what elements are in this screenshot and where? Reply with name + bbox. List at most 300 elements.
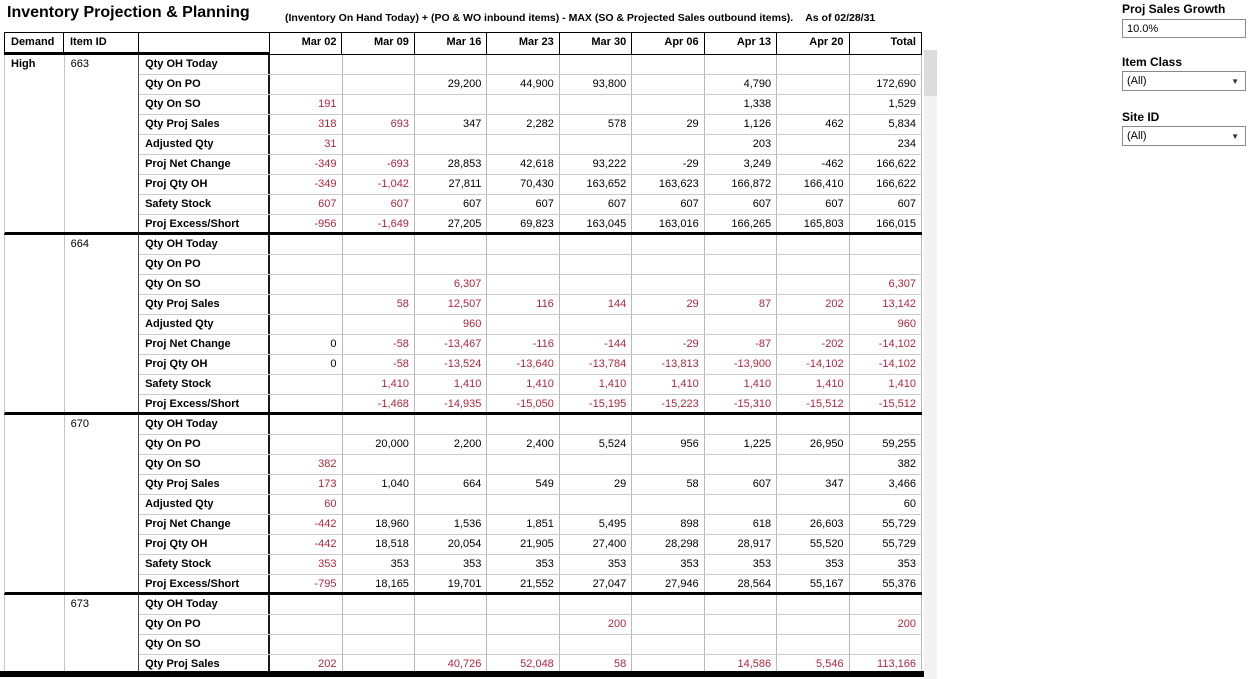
value-cell[interactable]: 59,255 [850,435,922,454]
value-cell[interactable]: 898 [632,515,704,534]
value-cell[interactable]: -13,467 [415,335,487,354]
value-cell[interactable]: 144 [560,295,632,314]
value-cell[interactable] [777,135,849,154]
value-cell[interactable]: 21,552 [487,575,559,594]
value-cell[interactable] [415,615,487,634]
value-cell[interactable] [632,135,704,154]
row-label[interactable]: Qty OH Today [139,235,270,254]
value-cell[interactable] [487,635,559,654]
value-cell[interactable]: 42,618 [487,155,559,174]
value-cell[interactable]: 29 [632,295,704,314]
value-cell[interactable]: 166,015 [850,215,922,234]
value-cell[interactable]: -202 [777,335,849,354]
value-cell[interactable]: -15,512 [850,395,922,414]
value-cell[interactable]: -15,195 [560,395,632,414]
value-cell[interactable] [415,415,487,434]
header-col-apr-13[interactable]: Apr 13 [705,32,777,55]
value-cell[interactable] [632,95,704,114]
value-cell[interactable]: 172,690 [850,75,922,94]
value-cell[interactable]: -58 [343,335,415,354]
value-cell[interactable] [343,495,415,514]
value-cell[interactable]: 55,167 [777,575,849,594]
row-label[interactable]: Qty On SO [139,635,270,654]
row-label[interactable]: Qty Proj Sales [139,115,270,134]
value-cell[interactable] [415,595,487,614]
value-cell[interactable] [560,275,632,294]
row-label[interactable]: Qty On SO [139,455,270,474]
header-item-id[interactable]: Item ID [64,32,139,55]
value-cell[interactable]: 607 [705,475,777,494]
value-cell[interactable]: -13,640 [487,355,559,374]
value-cell[interactable]: -116 [487,335,559,354]
value-cell[interactable] [705,455,777,474]
value-cell[interactable] [270,415,342,434]
value-cell[interactable] [705,635,777,654]
value-cell[interactable]: 27,811 [415,175,487,194]
value-cell[interactable] [777,235,849,254]
header-col-mar-02[interactable]: Mar 02 [270,32,342,55]
value-cell[interactable]: 960 [415,315,487,334]
value-cell[interactable] [343,75,415,94]
value-cell[interactable]: 55,729 [850,535,922,554]
row-label[interactable]: Proj Net Change [139,335,270,354]
value-cell[interactable]: 5,546 [777,655,849,674]
value-cell[interactable]: 203 [705,135,777,154]
value-cell[interactable]: 69,823 [487,215,559,234]
value-cell[interactable]: 1,410 [415,375,487,394]
value-cell[interactable] [777,595,849,614]
value-cell[interactable]: 4,790 [705,75,777,94]
proj-sales-growth-input[interactable] [1122,19,1246,38]
value-cell[interactable]: 20,000 [343,435,415,454]
demand-cell[interactable] [5,235,65,412]
item-id-cell[interactable]: 664 [65,235,139,412]
value-cell[interactable]: 353 [560,555,632,574]
value-cell[interactable] [487,95,559,114]
value-cell[interactable] [270,635,342,654]
value-cell[interactable]: -14,102 [850,355,922,374]
value-cell[interactable] [632,235,704,254]
value-cell[interactable]: 55,376 [850,575,922,594]
row-label[interactable]: Qty OH Today [139,595,270,614]
value-cell[interactable] [705,415,777,434]
row-label[interactable]: Qty OH Today [139,55,270,74]
value-cell[interactable] [487,415,559,434]
value-cell[interactable]: 1,851 [487,515,559,534]
header-metric-blank[interactable] [139,32,270,55]
value-cell[interactable]: 166,622 [850,175,922,194]
value-cell[interactable]: -14,102 [777,355,849,374]
value-cell[interactable] [487,455,559,474]
value-cell[interactable]: 93,222 [560,155,632,174]
value-cell[interactable]: 618 [705,515,777,534]
value-cell[interactable] [270,75,342,94]
value-cell[interactable]: 18,165 [343,575,415,594]
value-cell[interactable]: 58 [560,655,632,674]
value-cell[interactable] [560,135,632,154]
value-cell[interactable]: 607 [487,195,559,214]
row-label[interactable]: Qty On PO [139,75,270,94]
value-cell[interactable]: -462 [777,155,849,174]
value-cell[interactable]: 1,410 [560,375,632,394]
value-cell[interactable]: 163,016 [632,215,704,234]
demand-cell[interactable] [5,595,65,675]
value-cell[interactable] [850,415,922,434]
value-cell[interactable] [415,55,487,74]
value-cell[interactable] [705,615,777,634]
value-cell[interactable] [487,315,559,334]
value-cell[interactable] [632,55,704,74]
value-cell[interactable] [415,135,487,154]
row-label[interactable]: Qty On PO [139,435,270,454]
header-col-mar-30[interactable]: Mar 30 [560,32,632,55]
value-cell[interactable]: 93,800 [560,75,632,94]
value-cell[interactable] [632,615,704,634]
value-cell[interactable] [560,595,632,614]
value-cell[interactable] [777,275,849,294]
value-cell[interactable]: -15,223 [632,395,704,414]
header-col-mar-09[interactable]: Mar 09 [342,32,414,55]
value-cell[interactable]: -1,649 [343,215,415,234]
value-cell[interactable] [632,595,704,614]
value-cell[interactable] [343,135,415,154]
value-cell[interactable]: 52,048 [487,655,559,674]
value-cell[interactable]: -956 [270,215,342,234]
value-cell[interactable] [560,315,632,334]
header-col-apr-20[interactable]: Apr 20 [777,32,849,55]
value-cell[interactable]: 29 [632,115,704,134]
value-cell[interactable]: 163,045 [560,215,632,234]
value-cell[interactable]: 87 [705,295,777,314]
value-cell[interactable] [777,315,849,334]
value-cell[interactable] [270,275,342,294]
value-cell[interactable] [777,455,849,474]
value-cell[interactable]: 382 [850,455,922,474]
value-cell[interactable] [632,495,704,514]
row-label[interactable]: Qty On SO [139,275,270,294]
row-label[interactable]: Adjusted Qty [139,495,270,514]
value-cell[interactable]: 60 [850,495,922,514]
value-cell[interactable]: 202 [777,295,849,314]
value-cell[interactable]: 382 [270,455,342,474]
value-cell[interactable]: 40,726 [415,655,487,674]
value-cell[interactable] [343,275,415,294]
value-cell[interactable] [487,255,559,274]
value-cell[interactable]: 29,200 [415,75,487,94]
value-cell[interactable]: 163,652 [560,175,632,194]
value-cell[interactable] [415,95,487,114]
value-cell[interactable]: -1,042 [343,175,415,194]
value-cell[interactable]: -13,524 [415,355,487,374]
value-cell[interactable]: 6,307 [850,275,922,294]
value-cell[interactable] [343,635,415,654]
value-cell[interactable] [777,415,849,434]
header-col-apr-06[interactable]: Apr 06 [632,32,704,55]
value-cell[interactable]: 1,529 [850,95,922,114]
value-cell[interactable]: 6,307 [415,275,487,294]
value-cell[interactable]: 607 [415,195,487,214]
value-cell[interactable]: -13,813 [632,355,704,374]
value-cell[interactable]: 55,729 [850,515,922,534]
value-cell[interactable]: 200 [560,615,632,634]
value-cell[interactable] [343,455,415,474]
value-cell[interactable] [415,495,487,514]
value-cell[interactable] [560,455,632,474]
value-cell[interactable]: 1,338 [705,95,777,114]
value-cell[interactable]: 20,054 [415,535,487,554]
row-label[interactable]: Safety Stock [139,375,270,394]
value-cell[interactable] [343,615,415,634]
value-cell[interactable]: 27,205 [415,215,487,234]
value-cell[interactable] [343,235,415,254]
value-cell[interactable] [632,635,704,654]
value-cell[interactable]: 234 [850,135,922,154]
value-cell[interactable] [343,415,415,434]
value-cell[interactable]: 18,960 [343,515,415,534]
value-cell[interactable]: 28,853 [415,155,487,174]
value-cell[interactable]: 27,400 [560,535,632,554]
value-cell[interactable]: 18,518 [343,535,415,554]
value-cell[interactable]: 19,701 [415,575,487,594]
value-cell[interactable] [270,595,342,614]
value-cell[interactable]: 1,536 [415,515,487,534]
value-cell[interactable]: 166,410 [777,175,849,194]
value-cell[interactable]: -14,102 [850,335,922,354]
value-cell[interactable] [560,635,632,654]
demand-cell[interactable]: High [5,55,65,232]
value-cell[interactable]: 5,495 [560,515,632,534]
value-cell[interactable] [632,415,704,434]
value-cell[interactable] [560,55,632,74]
item-id-cell[interactable]: 673 [65,595,139,675]
value-cell[interactable] [777,635,849,654]
value-cell[interactable] [343,95,415,114]
value-cell[interactable]: 2,400 [487,435,559,454]
value-cell[interactable]: 607 [343,195,415,214]
value-cell[interactable] [270,615,342,634]
value-cell[interactable] [705,235,777,254]
value-cell[interactable] [415,255,487,274]
value-cell[interactable] [850,55,922,74]
value-cell[interactable] [487,55,559,74]
value-cell[interactable]: -87 [705,335,777,354]
row-label[interactable]: Proj Net Change [139,155,270,174]
value-cell[interactable] [850,255,922,274]
row-label[interactable]: Proj Excess/Short [139,395,270,414]
value-cell[interactable]: -29 [632,335,704,354]
value-cell[interactable]: 353 [777,555,849,574]
value-cell[interactable] [270,395,342,414]
value-cell[interactable] [415,455,487,474]
row-label[interactable]: Qty On PO [139,615,270,634]
value-cell[interactable]: 353 [705,555,777,574]
value-cell[interactable] [487,275,559,294]
value-cell[interactable] [705,255,777,274]
value-cell[interactable]: 27,946 [632,575,704,594]
vertical-scrollbar[interactable] [924,50,937,679]
value-cell[interactable]: 28,298 [632,535,704,554]
header-col-total[interactable]: Total [850,32,922,55]
value-cell[interactable] [487,495,559,514]
value-cell[interactable] [415,635,487,654]
value-cell[interactable]: 956 [632,435,704,454]
value-cell[interactable] [632,315,704,334]
value-cell[interactable] [270,235,342,254]
value-cell[interactable]: 549 [487,475,559,494]
value-cell[interactable]: -29 [632,155,704,174]
value-cell[interactable] [850,635,922,654]
value-cell[interactable]: 28,564 [705,575,777,594]
value-cell[interactable] [632,75,704,94]
value-cell[interactable] [560,415,632,434]
value-cell[interactable]: 607 [270,195,342,214]
demand-cell[interactable] [5,415,65,592]
value-cell[interactable]: 0 [270,335,342,354]
value-cell[interactable]: 578 [560,115,632,134]
value-cell[interactable]: 44,900 [487,75,559,94]
value-cell[interactable]: 31 [270,135,342,154]
value-cell[interactable]: 166,265 [705,215,777,234]
value-cell[interactable]: 607 [850,195,922,214]
value-cell[interactable]: 607 [560,195,632,214]
value-cell[interactable] [270,255,342,274]
value-cell[interactable] [705,55,777,74]
value-cell[interactable] [560,95,632,114]
value-cell[interactable]: 1,410 [705,375,777,394]
site-id-select[interactable] [1122,126,1246,146]
value-cell[interactable]: -795 [270,575,342,594]
value-cell[interactable]: -442 [270,515,342,534]
row-label[interactable]: Qty On SO [139,95,270,114]
value-cell[interactable]: -13,784 [560,355,632,374]
value-cell[interactable] [777,55,849,74]
value-cell[interactable] [270,55,342,74]
value-cell[interactable]: 693 [343,115,415,134]
header-col-mar-16[interactable]: Mar 16 [415,32,487,55]
value-cell[interactable] [270,435,342,454]
value-cell[interactable]: 55,520 [777,535,849,554]
value-cell[interactable]: 70,430 [487,175,559,194]
value-cell[interactable]: 318 [270,115,342,134]
value-cell[interactable]: 353 [415,555,487,574]
value-cell[interactable]: 607 [632,195,704,214]
value-cell[interactable]: 58 [632,475,704,494]
value-cell[interactable]: 1,410 [343,375,415,394]
value-cell[interactable]: 664 [415,475,487,494]
value-cell[interactable]: 960 [850,315,922,334]
value-cell[interactable]: 0 [270,355,342,374]
value-cell[interactable] [560,495,632,514]
row-label[interactable]: Proj Qty OH [139,175,270,194]
item-id-cell[interactable]: 670 [65,415,139,592]
value-cell[interactable]: 173 [270,475,342,494]
value-cell[interactable] [487,595,559,614]
value-cell[interactable]: 5,834 [850,115,922,134]
value-cell[interactable]: 116 [487,295,559,314]
value-cell[interactable]: 1,040 [343,475,415,494]
value-cell[interactable] [487,135,559,154]
row-label[interactable]: Safety Stock [139,555,270,574]
row-label[interactable]: Qty On PO [139,255,270,274]
value-cell[interactable]: -15,512 [777,395,849,414]
value-cell[interactable]: 1,410 [632,375,704,394]
row-label[interactable]: Qty Proj Sales [139,475,270,494]
value-cell[interactable]: 353 [270,555,342,574]
value-cell[interactable] [850,235,922,254]
value-cell[interactable]: 353 [632,555,704,574]
value-cell[interactable]: 113,166 [850,655,922,674]
item-id-cell[interactable]: 663 [65,55,139,232]
row-label[interactable]: Qty Proj Sales [139,295,270,314]
value-cell[interactable]: 191 [270,95,342,114]
value-cell[interactable]: 28,917 [705,535,777,554]
value-cell[interactable]: 58 [343,295,415,314]
row-label[interactable]: Proj Qty OH [139,355,270,374]
value-cell[interactable]: 200 [850,615,922,634]
value-cell[interactable]: -349 [270,175,342,194]
row-label[interactable]: Proj Excess/Short [139,215,270,234]
value-cell[interactable]: 2,200 [415,435,487,454]
value-cell[interactable]: 166,872 [705,175,777,194]
header-demand[interactable]: Demand [4,32,64,55]
value-cell[interactable] [632,275,704,294]
value-cell[interactable]: -15,310 [705,395,777,414]
value-cell[interactable]: -442 [270,535,342,554]
row-label[interactable]: Adjusted Qty [139,315,270,334]
value-cell[interactable] [560,235,632,254]
value-cell[interactable] [777,75,849,94]
scrollbar-thumb[interactable] [924,50,937,96]
value-cell[interactable] [270,295,342,314]
value-cell[interactable]: 347 [777,475,849,494]
value-cell[interactable] [850,595,922,614]
value-cell[interactable]: 1,126 [705,115,777,134]
value-cell[interactable]: 607 [777,195,849,214]
value-cell[interactable]: 353 [343,555,415,574]
value-cell[interactable]: 202 [270,655,342,674]
row-label[interactable]: Qty OH Today [139,415,270,434]
value-cell[interactable] [777,495,849,514]
row-label[interactable]: Safety Stock [139,195,270,214]
value-cell[interactable] [705,315,777,334]
value-cell[interactable]: -15,050 [487,395,559,414]
value-cell[interactable] [705,495,777,514]
value-cell[interactable]: 607 [705,195,777,214]
value-cell[interactable]: 60 [270,495,342,514]
value-cell[interactable] [705,595,777,614]
value-cell[interactable]: -13,900 [705,355,777,374]
value-cell[interactable] [632,255,704,274]
value-cell[interactable] [705,275,777,294]
value-cell[interactable] [270,315,342,334]
value-cell[interactable]: 12,507 [415,295,487,314]
value-cell[interactable]: -14,935 [415,395,487,414]
value-cell[interactable] [777,95,849,114]
row-label[interactable]: Adjusted Qty [139,135,270,154]
header-col-mar-23[interactable]: Mar 23 [487,32,559,55]
value-cell[interactable]: 26,950 [777,435,849,454]
row-label[interactable]: Proj Net Change [139,515,270,534]
value-cell[interactable]: 347 [415,115,487,134]
value-cell[interactable] [487,615,559,634]
value-cell[interactable] [343,255,415,274]
value-cell[interactable]: 3,249 [705,155,777,174]
value-cell[interactable]: 462 [777,115,849,134]
value-cell[interactable]: -144 [560,335,632,354]
value-cell[interactable]: 21,905 [487,535,559,554]
value-cell[interactable] [270,375,342,394]
row-label[interactable]: Proj Qty OH [139,535,270,554]
